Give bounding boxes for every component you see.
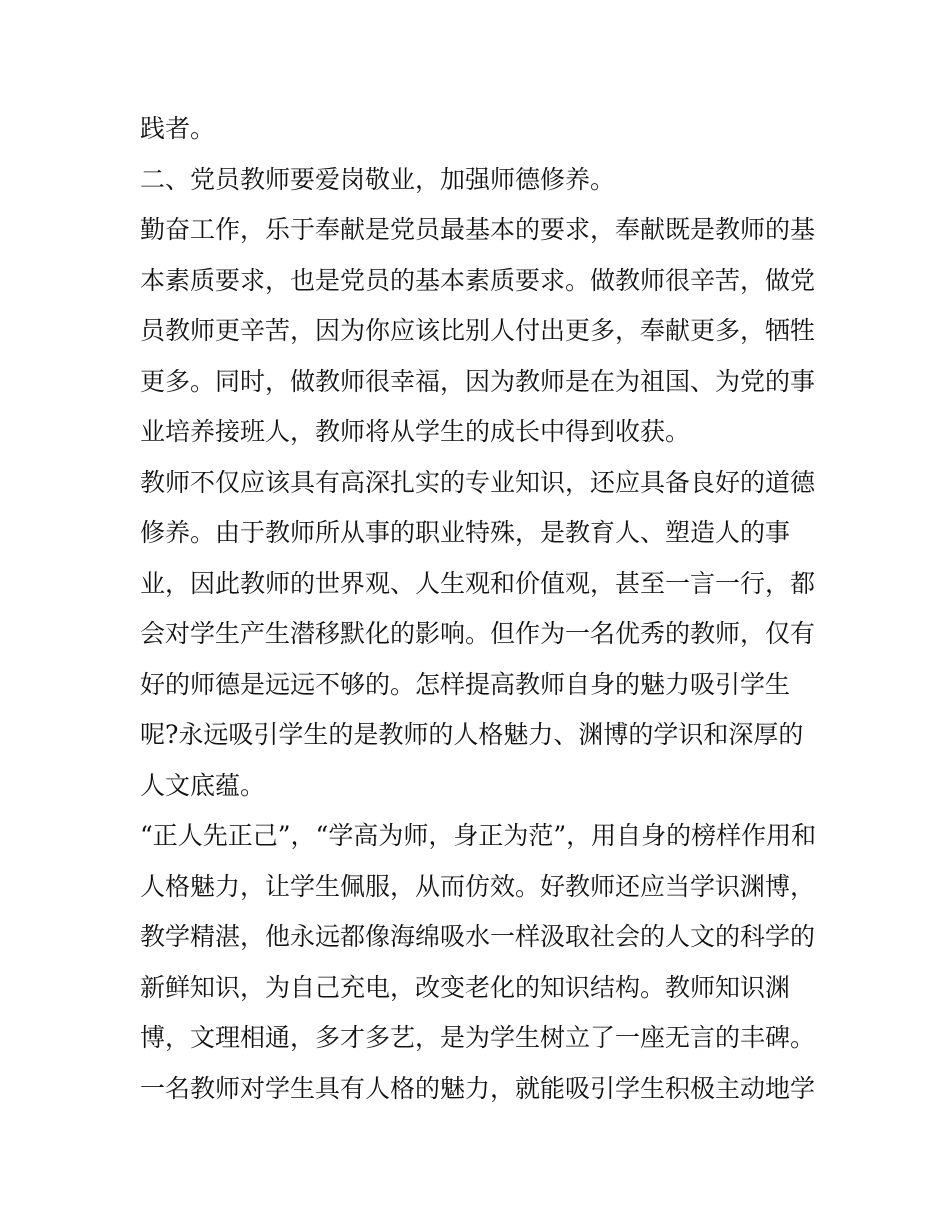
- text-line: 勤奋工作，乐于奉献是党员最基本的要求，奉献既是教师的基: [140, 215, 816, 244]
- text-line: 会对学生产生潜移默化的影响。但作为一名优秀的教师，仅有: [140, 619, 816, 648]
- text-line: 员教师更辛苦，因为你应该比别人付出更多，奉献更多，牺牲: [140, 316, 816, 345]
- text-line: 人格魅力，让学生佩服，从而仿效。好教师还应当学识渊博，: [140, 871, 816, 901]
- section-heading: 二、党员教师要爱岗敬业，加强师德修养。: [140, 164, 616, 194]
- text-line: 业，因此教师的世界观、人生观和价值观，甚至一言一行，都: [140, 568, 816, 598]
- text-line: 本素质要求，也是党员的基本素质要求。做教师很辛苦，做党: [140, 265, 816, 295]
- text-line: 教学精湛，他永远都像海绵吸水一样汲取社会的人文的科学的: [140, 922, 816, 951]
- text-line: 新鲜知识，为自己充电，改变老化的知识结构。教师知识渊: [140, 972, 791, 1002]
- text-line: 博，文理相通，多才多艺，是为学生树立了一座无言的丰碑。: [140, 1023, 816, 1052]
- text-line: 好的师德是远远不够的。怎样提高教师自身的魅力吸引学生: [140, 669, 791, 699]
- text-line: 更多。同时，做教师很幸福，因为教师是在为祖国、为党的事: [140, 366, 816, 396]
- text-line: 业培养接班人，教师将从学生的成长中得到收获。: [140, 417, 691, 446]
- text-line: 人文底蕴。: [140, 770, 266, 800]
- text-line: “正人先正己”，“学高为师，身正为范”，用自身的榜样作用和: [140, 821, 817, 850]
- text-line: 教师不仅应该具有高深扎实的专业知识，还应具备良好的道德: [140, 467, 816, 497]
- text-line: 一名教师对学生具有人格的魅力，就能吸引学生积极主动地学: [140, 1073, 816, 1103]
- text-line: 践者。: [140, 114, 216, 143]
- body-text: [140, 108, 820, 1118]
- text-line: 修养。由于教师所从事的职业特殊，是教育人、塑造人的事: [140, 518, 791, 547]
- text-line: 呢?永远吸引学生的是教师的人格魅力、渊博的学识和深厚的: [140, 720, 804, 749]
